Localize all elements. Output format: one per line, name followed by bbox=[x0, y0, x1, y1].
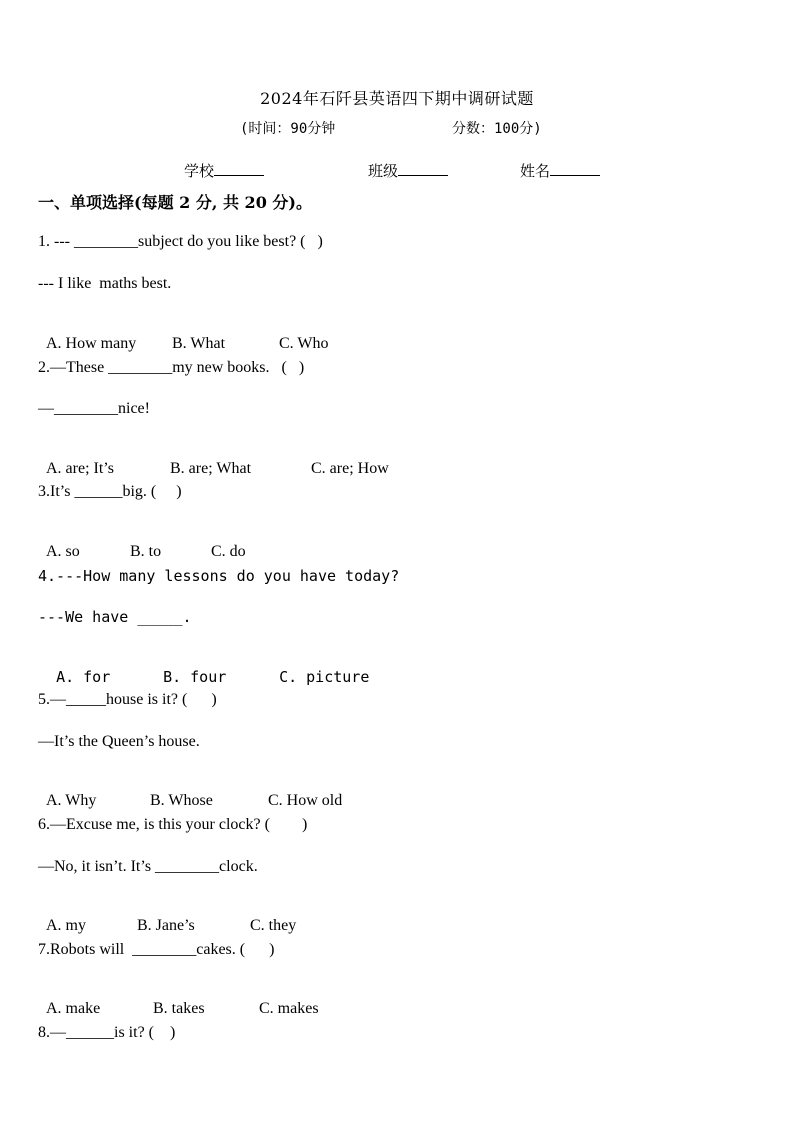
name-blank[interactable] bbox=[550, 161, 600, 176]
question-4-option-b[interactable]: B. four bbox=[163, 668, 227, 686]
name-field[interactable] bbox=[520, 160, 600, 181]
question-3-stem: 3.It’s ______big. ( ) bbox=[38, 483, 182, 500]
question-5-option-a[interactable]: A. Why bbox=[46, 792, 97, 809]
question-4-options bbox=[38, 650, 369, 686]
question-6-option-b[interactable]: B. Jane’s bbox=[137, 917, 195, 934]
question-4-stem: 4.---How many lessons do you have today? bbox=[38, 567, 400, 585]
question-3-option-a[interactable]: A. so bbox=[46, 543, 80, 560]
question-1-option-a[interactable]: A. How many bbox=[46, 335, 137, 352]
name-label: 姓名 bbox=[520, 162, 551, 180]
question-5-option-c[interactable]: C. How old bbox=[268, 792, 343, 809]
question-7-option-c[interactable]: C. makes bbox=[259, 1000, 319, 1017]
question-1-stem: 1. --- ________subject do you like best? ( ) bbox=[38, 233, 323, 250]
class-field[interactable] bbox=[368, 160, 448, 181]
question-5-context: —It’s the Queen’s house. bbox=[38, 733, 200, 750]
section-heading: 一、单项选择(每题 2 分, 共 20 分)。 bbox=[38, 193, 312, 212]
question-2-options bbox=[38, 442, 389, 478]
question-2-context: —________nice! bbox=[38, 400, 150, 417]
question-1-option-c[interactable]: C. Who bbox=[279, 335, 329, 352]
question-6-option-a[interactable]: A. my bbox=[46, 917, 86, 934]
question-2-option-b[interactable]: B. are; What bbox=[170, 460, 252, 477]
question-7-stem: 7.Robots will ________cakes. ( ) bbox=[38, 941, 275, 958]
question-7-option-b[interactable]: B. takes bbox=[153, 1000, 205, 1017]
page-title: 2024年石阡县英语四下期中调研试题 bbox=[260, 89, 534, 108]
question-5-options bbox=[38, 774, 342, 810]
question-4-option-c[interactable]: C. picture bbox=[279, 668, 370, 686]
question-1-context: --- I like maths best. bbox=[38, 275, 172, 292]
class-label: 班级 bbox=[368, 162, 399, 180]
exam-score: 分数：100分) bbox=[452, 121, 542, 137]
question-1-options bbox=[38, 317, 328, 353]
school-field[interactable] bbox=[184, 160, 264, 181]
question-3-option-b[interactable]: B. to bbox=[130, 543, 162, 560]
question-4-option-a[interactable]: A. for bbox=[56, 668, 111, 686]
exam-time: (时间：90分钟 bbox=[240, 121, 336, 137]
question-6-stem: 6.—Excuse me, is this your clock? ( ) bbox=[38, 816, 308, 833]
question-3-options bbox=[38, 525, 246, 561]
question-4-context: ---We have _____. bbox=[38, 608, 192, 626]
school-blank[interactable] bbox=[214, 161, 264, 176]
question-7-option-a[interactable]: A. make bbox=[46, 1000, 101, 1017]
question-2-option-a[interactable]: A. are; It’s bbox=[46, 460, 114, 477]
question-2-option-c[interactable]: C. are; How bbox=[311, 460, 389, 477]
question-6-options bbox=[38, 899, 296, 935]
question-3-option-c[interactable]: C. do bbox=[211, 543, 246, 560]
question-5-option-b[interactable]: B. Whose bbox=[150, 792, 213, 809]
question-5-stem: 5.—_____house is it? ( ) bbox=[38, 691, 217, 708]
question-7-options bbox=[38, 982, 319, 1018]
question-1-option-b[interactable]: B. What bbox=[172, 335, 226, 352]
question-6-context: —No, it isn’t. It’s ________clock. bbox=[38, 858, 258, 875]
question-6-option-c[interactable]: C. they bbox=[250, 917, 297, 934]
question-8-stem: 8.—______is it? ( ) bbox=[38, 1024, 176, 1041]
question-2-stem: 2.—These ________my new books. ( ) bbox=[38, 359, 305, 376]
school-label: 学校 bbox=[184, 162, 215, 180]
class-blank[interactable] bbox=[398, 161, 448, 176]
